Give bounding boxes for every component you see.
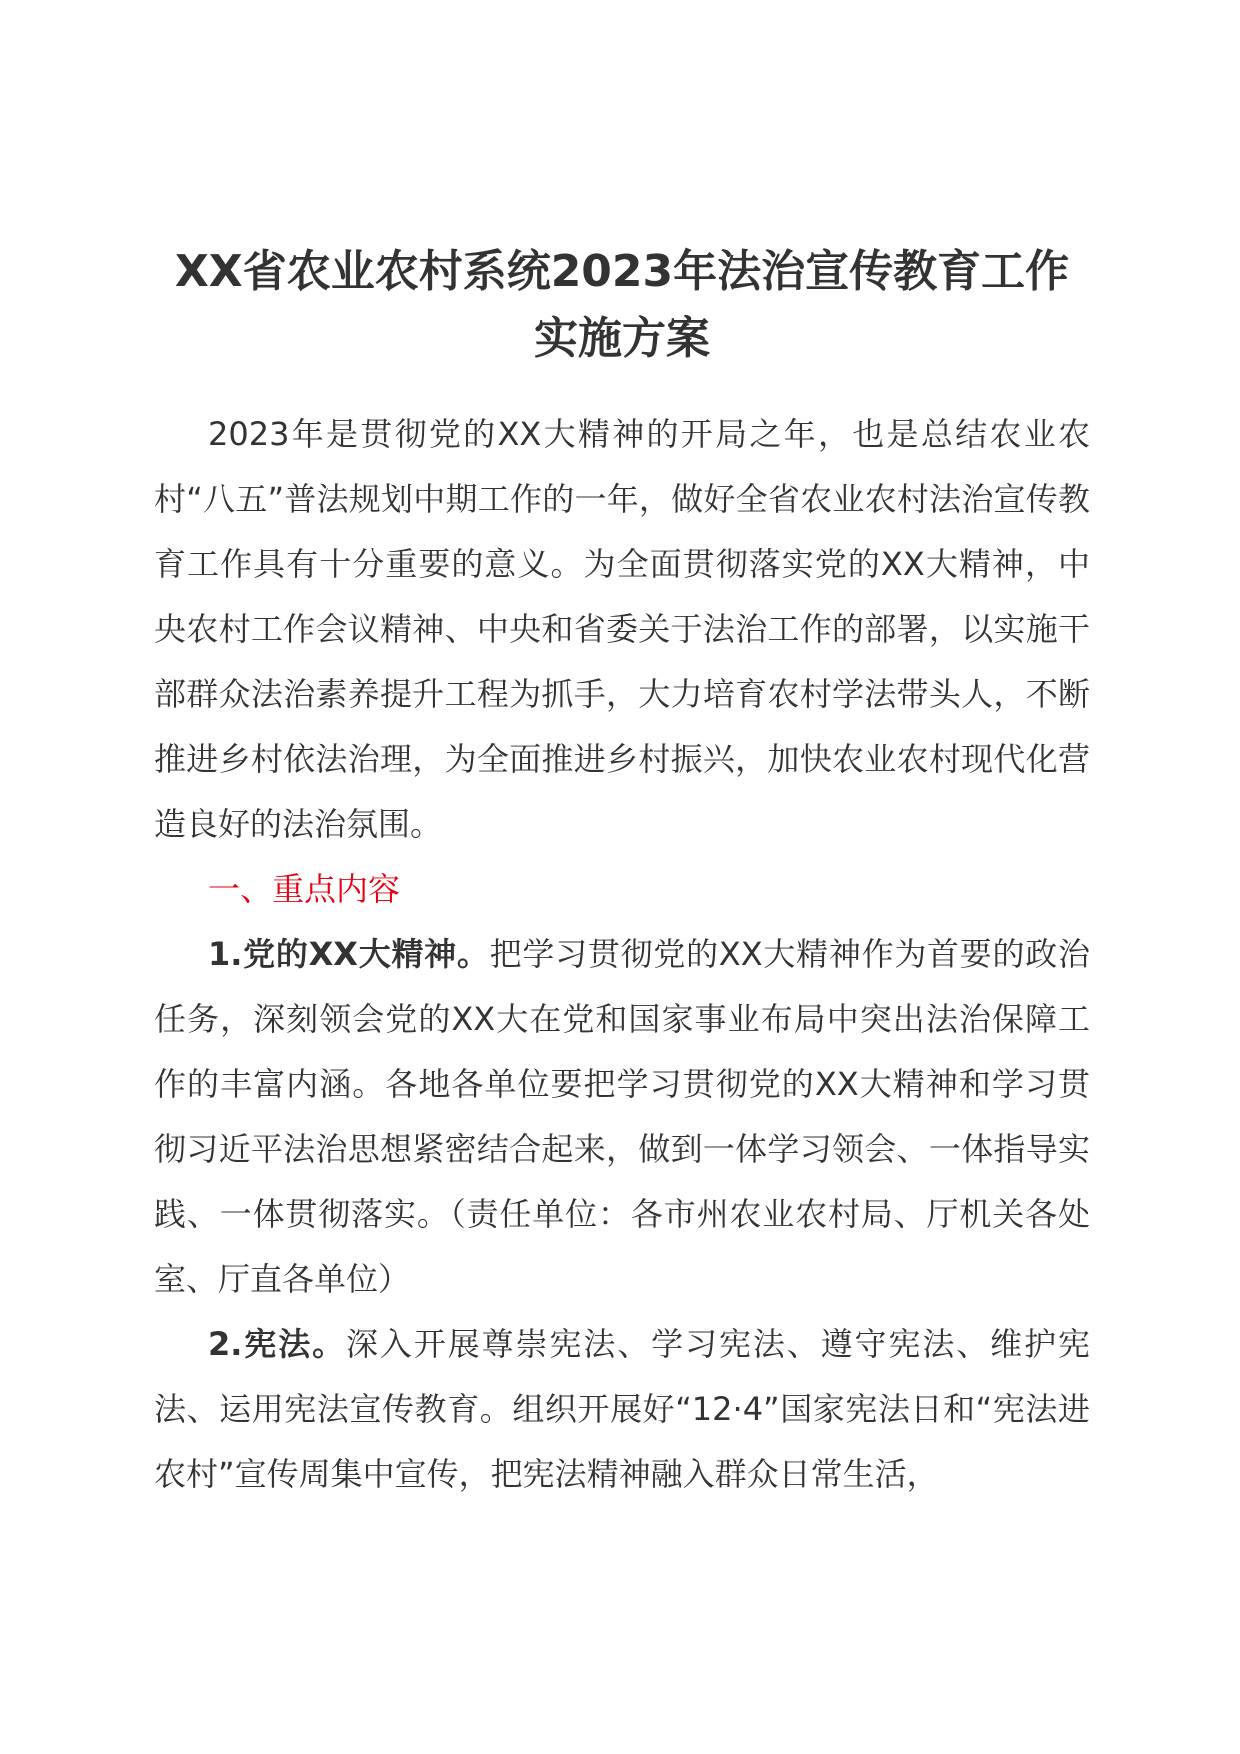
item-text-party-spirit: 把学习贯彻党的XX大精神作为首要的政治任务，深刻领会党的XX大在党和国家事业布局中突出法治保障工作的丰富内涵。各地各单位要把学习贯彻党的XX大精神和学习贯彻习近平法治思想紧密结合起来，做到一体学习领会、一体指导实践、一体贯彻落实。（责任单位：各市州农业农村局、厅机关各处室、厅直各单位）	[154, 935, 1090, 1298]
section-heading-key-content: 一、重点内容	[208, 870, 401, 908]
intro-paragraph: 2023年是贯彻党的XX大精神的开局之年，也是总结农业农村“八五”普法规划中期工作的一年，做好全省农业农村法治宣传教育工作具有十分重要的意义。为全面贯彻落实党的XX大精神，中央农村工作会议精神、中央和省委关于法治工作的部署，以实施干部群众法治素养提升工程为抓手，大力培育农村学法带头人，不断推进乡村依法治理，为全面推进乡村振兴，加快农业农村现代化营造良好的法治氛围。	[154, 415, 1090, 843]
item-text-constitution: 深入开展尊崇宪法、学习宪法、遵守宪法、维护宪法、运用宪法宣传教育。组织开展好“12·4”国家宪法日和“宪法进农村”宣传周集中宣传，把宪法精神融入群众日常生活，	[154, 1325, 1090, 1493]
item-paragraph-constitution	[154, 1312, 1090, 1507]
document-title: XX省农业农村系统2023年法治宣传教育工作实施方案	[174, 246, 1070, 364]
document-page	[154, 238, 1090, 1507]
item-lead-party-spirit: 1.党的XX大精神。	[208, 935, 490, 973]
item-paragraph-party-spirit	[154, 922, 1090, 1312]
item-lead-constitution: 2.宪法。	[208, 1325, 347, 1363]
